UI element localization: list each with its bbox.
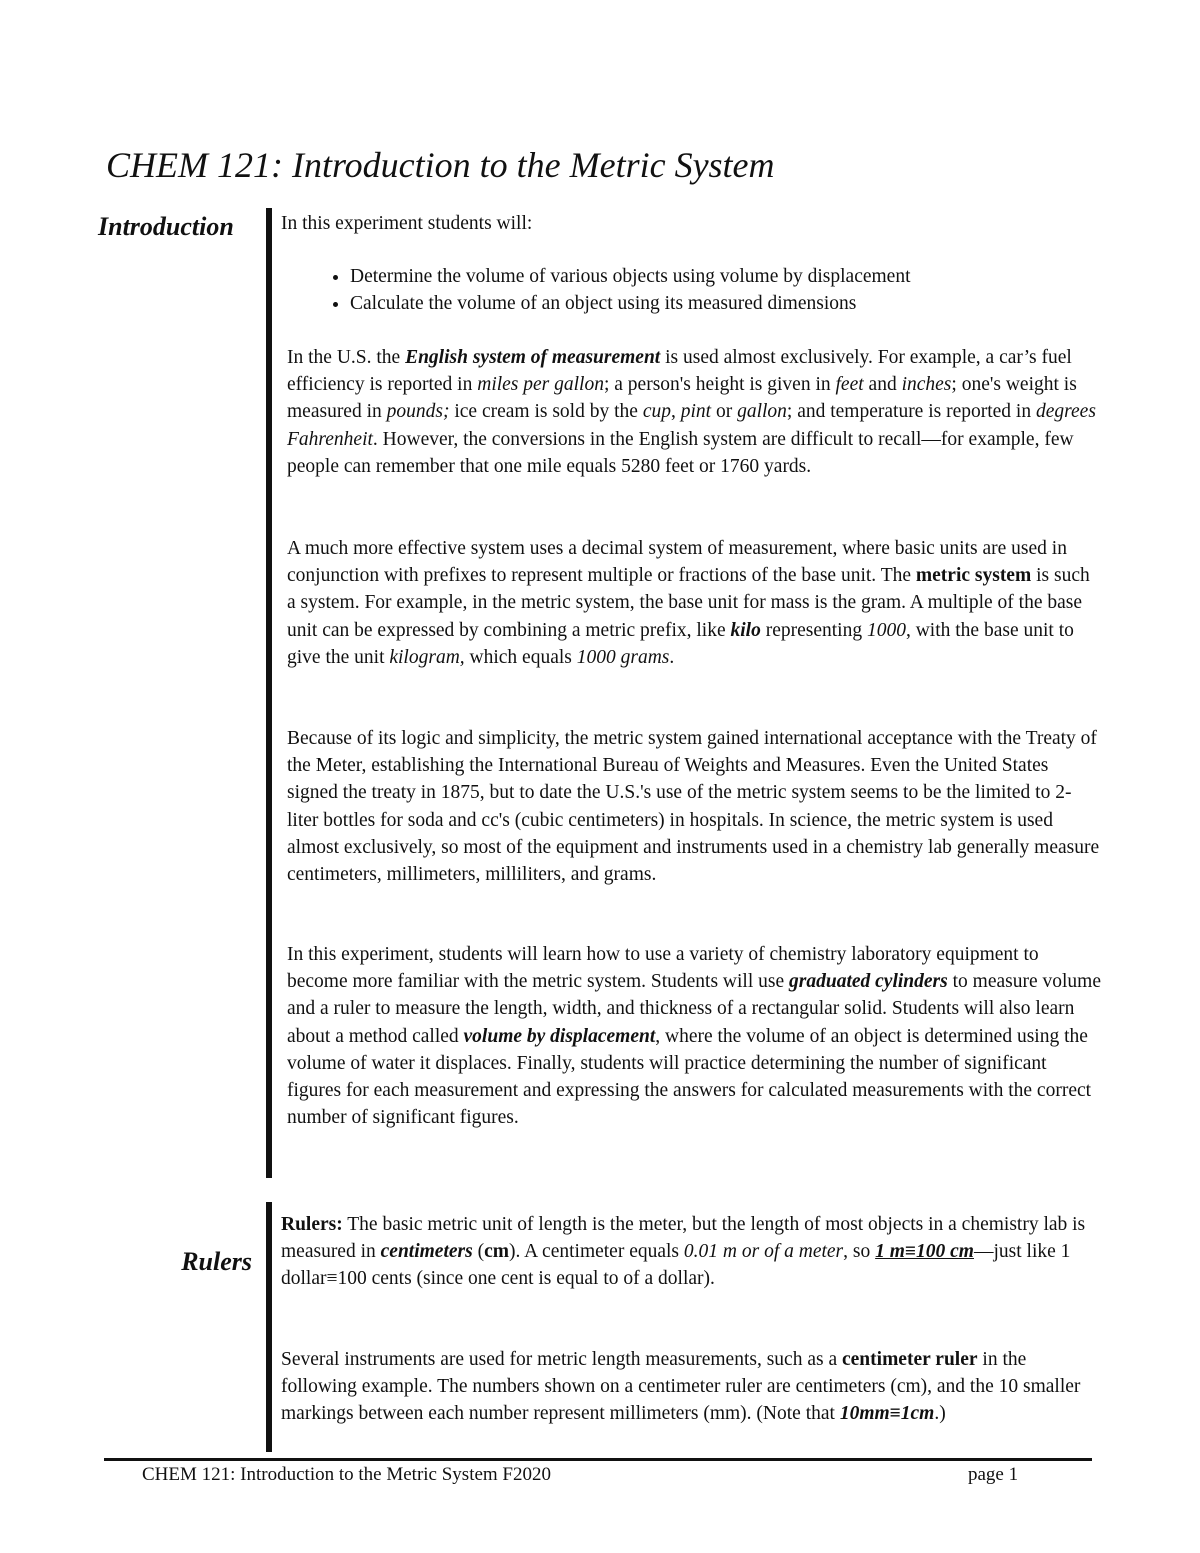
paragraph-centimeter-ruler: Several instruments are used for metric length measurements, such as a centimeter ruler in the following example. The numbers shown on a centimeter ruler are centimeters (cm), and the 10 smaller markings between each number represent millimeters (mm). (Note that 10mm≡1cm.) <box>281 1349 1081 1425</box>
paragraph-english-system: In the U.S. the English system of measurement is used almost exclusively. For example, a car’s fuel efficiency is reported in miles per gallon; a person's height is given in feet and inches; one's weight is measured in pounds; ice cream is sold by the cup, pint or gallon; and temperature is reported in degrees Fahrenheit. However, the conversions in the English system are difficult to recall—for example, few people can remember that one mile equals 5280 feet or 1760 yards. <box>287 347 1096 477</box>
paragraph-treaty: Because of its logic and simplicity, the metric system gained international acceptance with the Treaty of the Meter, establishing the International Bureau of Weights and Measures. Even the United States signed the treaty in 1875, but to date the U.S.'s use of the metric system seems to be the limited to 2-liter bottles for soda and cc's (cubic centimeters) in hospitals. In science, the metric system is used almost exclusively, so most of the equipment and instruments used in a chemistry lab generally measure centimeters, millimeters, milliliters, and grams. <box>287 728 1100 886</box>
paragraph-rulers: Rulers: The basic metric unit of length is the meter, but the length of most objects in a chemistry lab is measured in centimeters (cm). A centimeter equals 0.01 m or of a meter, so 1 m≡100 cm—just like 1 dollar≡100 cents (since one cent is equal to of a dollar). <box>281 1214 1086 1290</box>
paragraph-experiment: In this experiment, students will learn how to use a variety of chemistry laboratory equipment to become more familiar with the metric system. Students will use graduated cylinders to measure volume and a ruler to measure the length, width, and thickness of a rectangular solid. Students will also learn about a method called volume by displacement, where the volume of an object is determined using the volume of water it displaces. Finally, students will practice determining the number of significant figures for each measurement and expressing the answers for calculated measurements with the correct number of significant figures. <box>287 944 1101 1129</box>
intro-lead: In this experiment students will: <box>281 213 533 234</box>
page-title: CHEM 121: Introduction to the Metric System <box>106 145 775 185</box>
section-divider <box>266 208 272 1178</box>
list-item: • Calculate the volume of an object using its measured dimensions <box>350 290 1130 317</box>
page-number: page 1 <box>968 1464 1019 1485</box>
objectives-list <box>310 263 1130 317</box>
list-item: • Determine the volume of various objects using volume by displacement <box>350 263 1130 290</box>
paragraph-metric-system: A much more effective system uses a decimal system of measurement, where basic units are used in conjunction with prefixes to represent multiple or fractions of the base unit. The metric system is such a system. For example, in the metric system, the base unit for mass is the gram. A multiple of the base unit can be expressed by combining a metric prefix, like kilo representing 1000, with the base unit to give the unit kilogram, which equals 1000 grams. <box>287 538 1090 668</box>
footer-divider <box>104 1458 1092 1461</box>
section-heading-rulers: Rulers <box>181 1247 252 1276</box>
footer-course-title: CHEM 121: Introduction to the Metric System F2020 <box>142 1464 552 1485</box>
section-heading-introduction: Introduction <box>98 212 234 241</box>
section-divider <box>266 1202 272 1452</box>
